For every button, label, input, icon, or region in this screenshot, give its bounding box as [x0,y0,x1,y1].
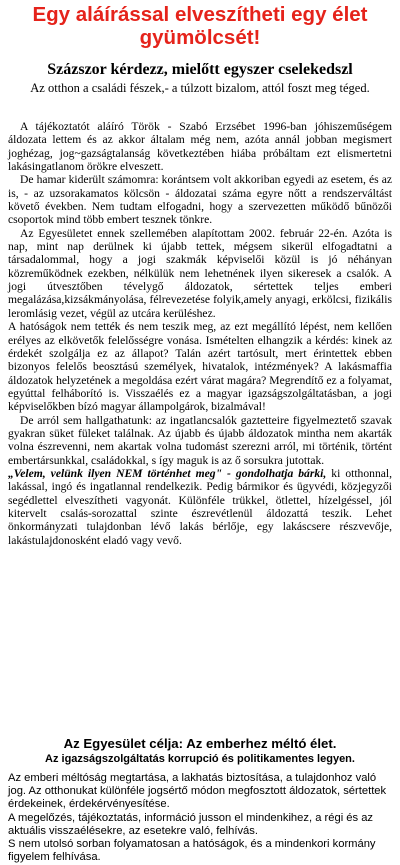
quote-prefix: „ [8,466,14,480]
body-text [8,120,392,547]
paragraph: A hatóságok nem tették és nem teszik meg, az ezt megállító lépést, nem kellően erélyes az elkövetők felelősségre vonása. Ismételten elhangzik a kérdés: kinek az érdekét szolgálja ez az állapot? Talán azért tartósult, mert érintettek ebben bizonyos felelős beosztású személyek, hivatalok, intézmények? A lakásmaffia áldozatok helyzetének a megoldása ezért várat magára? Megrendítő ez a folyamat, egyúttal felháborító is. Visszaélés ez a magyar igazságszolgáltatásban, a jogi képviselőkben bízó magyar állampolgárok, bizalmával! [8,320,392,414]
goal-paragraph: S nem utolsó sorban folyamatosan a hatóságok, és a mindenkori kormány figyelem felhívása. [8,838,376,864]
paragraph: De hamar kiderült számomra: korántsem volt akkoriban egyedi az esetem, és az is, - az uzsorakamatos kölcsön - áldozatai száma egyre nőtt a rendszerváltást követő években. Nem tudtam elfogadni, hogy a szervezetten működő bűnözői csoportok mind több embert tesznek tönkre. [8,173,392,227]
quote-continuation: ki otthonnal, lakással, ingó és ingatlannal rendelkezik. Pedig bármikor és ügyvédi, közjegyzői segédlettel elveszítheti vagyonát. Különféle trükkel, ötlettel, hízelgéssel, jól kitervelt csalás-sorozattal szinte észrevétlenül áldozattá teszik. Lehet önkormányzati tulajdonban lévő lakás bérlője, egy lakáscsere részvevője, lakástulajdonosként eladó vagy vevő. [8,466,393,547]
subtitle: Százszor kérdezz, mielőtt egyszer cselekedszl [47,61,353,78]
goal-paragraph: A megelőzés, tájékoztatás, információ jusson el mindenkihez, a régi és az aktuális visszaélésekre, az esetekre való, felhívás. [8,811,374,837]
goal-subtitle: Az igazságszolgáltatás korrupció és politikamentes legyen. [45,753,355,765]
quote-paragraph [8,467,392,547]
paragraph: De arról sem hallgathatunk: az ingatlancsalók gaztetteire figyelmeztető szavak gyakran süket füleket találnak. Az újabb és újabb áldozatok mintha nem akarták volna észrevenni, nem akartak volna tudomást szerezni arról, mi történik, történt embertársunkkal, családokkal, s így maguk is az ő sorsukra jutottak. [8,413,392,467]
headline: Egy aláírással elveszítheti egy élet gyümölcsét! [32,3,368,49]
goal-title: Az Egyesület célja: Az emberhez méltó élet. [63,736,337,751]
paragraph: Az Egyesületet ennek szellemében alapítottam 2002. február 22-én. Azóta is nap, mint nap derülnek ki újabb tettek, mégsem sikerül elfogadtatni a társadalommal, hogy a jogi szakmák képviselői közül is jó néhányan közreműködnek ezekben, nélkülük nem lehetnének ilyen sikeresek a csalók. A jogi útvesztőben tévelygő áldozatok, sértettek teljes emberi megalázása,kizsákmányolása, félrevezetése folyik,amely anyagi, erkölcsi, fizikális leromlásig vezet, végül az utcára kerüléshez. [8,226,392,320]
paragraph: A tájékoztatót aláíró Török - Szabó Erzsébet 1996-ban jóhiszeműségem áldozata lettem és az akkor általam még nem, azóta annál jobban megismert joghézag, jog~gazságtalanság következtében hiába próbáltam ezt elismertetni lakásingatlanom örökre elveszett. [8,120,392,174]
intro-text: Az otthon a családi fészek,- a túlzott bizalom, attól foszt meg téged. [30,81,370,95]
goal-body [8,772,392,864]
quote-text: Velem, velünk ilyen NEM történhet meg" - gondolhatja bárki, [13,466,327,480]
goal-paragraph: Az emberi méltóság megtartása, a lakhatás biztosítása, a tulajdonhoz való jog. Az otthonukat különféle jogsértő módon megfosztott áldozatok, sértettek érdekeinek, érdekérvényesítése. [8,772,387,811]
